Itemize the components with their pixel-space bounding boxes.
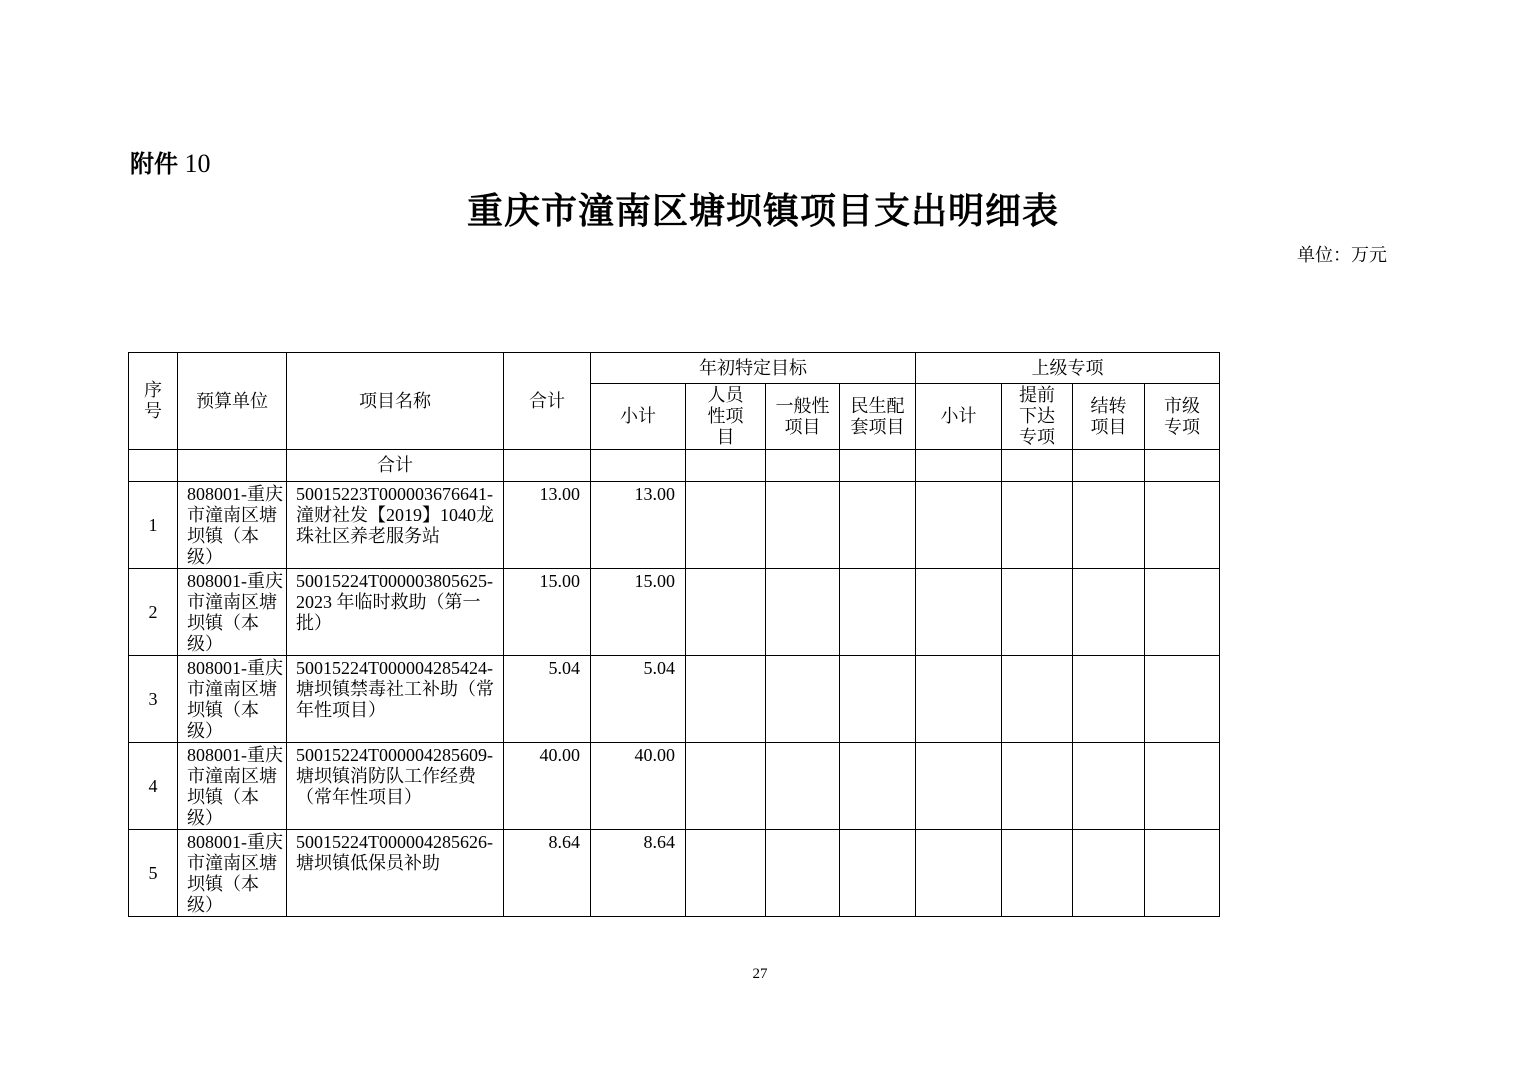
total-row-unit bbox=[178, 450, 287, 482]
row-seq: 3 bbox=[129, 656, 178, 743]
header-group-upper: 上级专项 bbox=[916, 353, 1220, 384]
attachment-label bbox=[130, 144, 211, 179]
table-row bbox=[129, 743, 1220, 830]
row-project-name: 50015224T000003805625-2023 年临时救助（第一批） bbox=[287, 569, 504, 656]
header-general: 一般性项目 bbox=[766, 384, 840, 450]
header-total: 合计 bbox=[504, 353, 591, 450]
row-project-name: 50015223T000003676641-潼财社发【2019】1040龙珠社区养老服务站 bbox=[287, 482, 504, 569]
row-seq: 1 bbox=[129, 482, 178, 569]
row-subtotal: 8.64 bbox=[591, 830, 686, 917]
row-seq: 5 bbox=[129, 830, 178, 917]
header-carryover: 结转项目 bbox=[1073, 384, 1145, 450]
total-row bbox=[129, 450, 1220, 482]
row-total: 15.00 bbox=[504, 569, 591, 656]
total-row-label: 合计 bbox=[287, 450, 504, 482]
row-subtotal: 5.04 bbox=[591, 656, 686, 743]
header-group-initial: 年初特定目标 bbox=[591, 353, 916, 384]
header-city: 市级专项 bbox=[1145, 384, 1220, 450]
row-subtotal: 40.00 bbox=[591, 743, 686, 830]
header-project-name: 项目名称 bbox=[287, 353, 504, 450]
row-budget-unit: 808001-重庆市潼南区塘坝镇（本级） bbox=[178, 656, 287, 743]
row-project-name: 50015224T000004285609-塘坝镇消防队工作经费（常年性项目） bbox=[287, 743, 504, 830]
row-subtotal: 13.00 bbox=[591, 482, 686, 569]
header-personnel: 人员性项目 bbox=[686, 384, 766, 450]
row-budget-unit: 808001-重庆市潼南区塘坝镇（本级） bbox=[178, 830, 287, 917]
attachment-number: 10 bbox=[184, 149, 211, 178]
total-row-total bbox=[504, 450, 591, 482]
expense-table bbox=[128, 352, 1220, 917]
row-project-name: 50015224T000004285424-塘坝镇禁毒社工补助（常年性项目） bbox=[287, 656, 504, 743]
row-budget-unit: 808001-重庆市潼南区塘坝镇（本级） bbox=[178, 482, 287, 569]
row-seq: 2 bbox=[129, 569, 178, 656]
page-number: 27 bbox=[752, 966, 768, 982]
header-budget-unit: 预算单位 bbox=[178, 353, 287, 450]
header-advance: 提前下达专项 bbox=[1002, 384, 1073, 450]
page-title: 重庆市潼南区塘坝镇项目支出明细表 bbox=[466, 191, 1059, 232]
table-row bbox=[129, 830, 1220, 917]
row-project-name: 50015224T000004285626-塘坝镇低保员补助 bbox=[287, 830, 504, 917]
attachment-word: 附件 bbox=[130, 150, 178, 178]
unit-label: 单位：万元 bbox=[1297, 245, 1387, 265]
row-total: 13.00 bbox=[504, 482, 591, 569]
row-subtotal: 15.00 bbox=[591, 569, 686, 656]
table-row bbox=[129, 656, 1220, 743]
header-livelihood: 民生配套项目 bbox=[840, 384, 916, 450]
row-total: 5.04 bbox=[504, 656, 591, 743]
row-total: 40.00 bbox=[504, 743, 591, 830]
table-row bbox=[129, 569, 1220, 656]
row-budget-unit: 808001-重庆市潼南区塘坝镇（本级） bbox=[178, 743, 287, 830]
total-row-seq bbox=[129, 450, 178, 482]
header-seq: 序号 bbox=[129, 353, 178, 450]
row-total: 8.64 bbox=[504, 830, 591, 917]
table-row bbox=[129, 482, 1220, 569]
row-seq: 4 bbox=[129, 743, 178, 830]
header-upper-subtotal: 小计 bbox=[916, 384, 1002, 450]
row-budget-unit: 808001-重庆市潼南区塘坝镇（本级） bbox=[178, 569, 287, 656]
header-initial-subtotal: 小计 bbox=[591, 384, 686, 450]
